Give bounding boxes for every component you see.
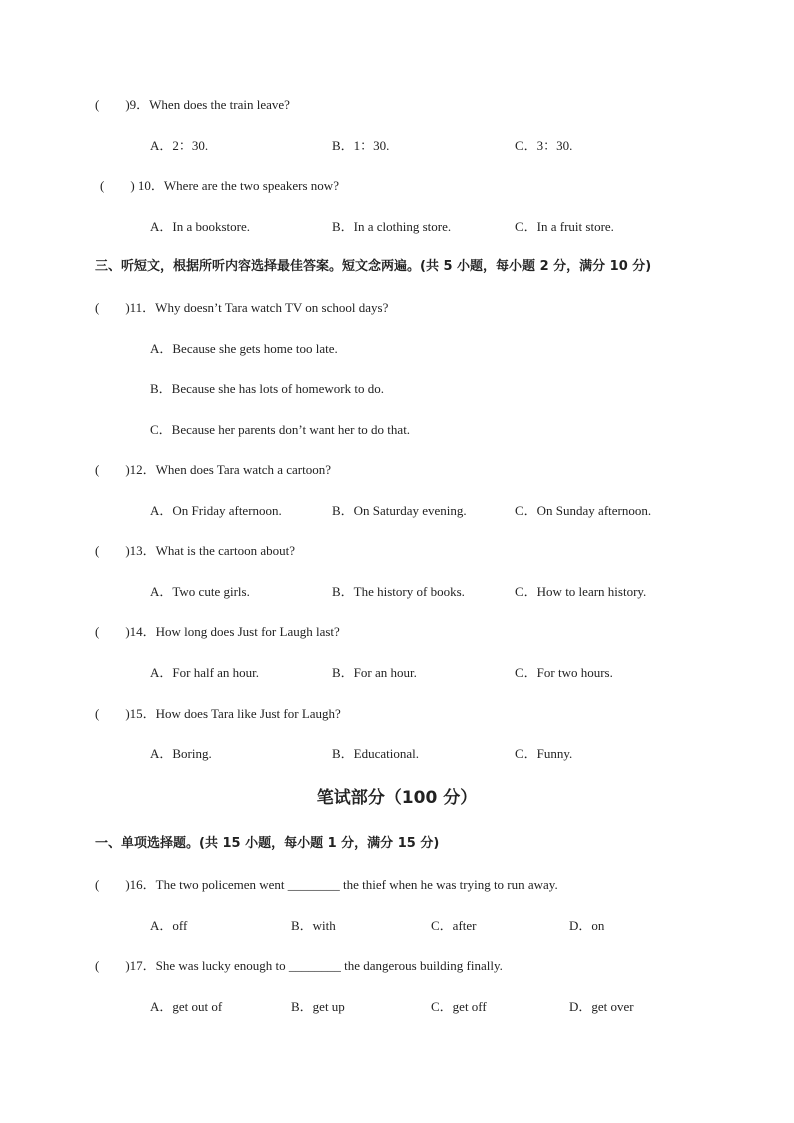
q10-option-c: C．In a fruit store.	[515, 219, 614, 234]
q12-option-c: C．On Sunday afternoon.	[515, 503, 652, 518]
section-3-heading: 三、听短文，根据所听内容选择最佳答案。短文念两遍。(共 5 小题，每小题 2 分，满分 10 分)	[95, 259, 652, 274]
q12-option-b: B．On Saturday evening.	[332, 503, 467, 518]
q13-option-b: B．The history of books.	[332, 584, 465, 599]
question-16: ( )16．The two policemen went ________ the thief when he was trying to run away.	[95, 877, 558, 892]
section-1-heading: 一、单项选择题。(共 15 小题，每小题 1 分，满分 15 分)	[95, 836, 440, 851]
q17-option-a: A．get out of	[150, 999, 223, 1014]
q9-option-b: B．1：30.	[332, 138, 390, 153]
q16-option-a: A．off	[150, 918, 188, 933]
q17-option-c: C．get off	[431, 999, 487, 1014]
q14-option-a: A．For half an hour.	[150, 665, 260, 680]
q13-option-c: C．How to learn history.	[515, 584, 647, 599]
q12-option-a: A．On Friday afternoon.	[150, 503, 282, 518]
written-part-title: 笔试部分（100 分）	[316, 788, 478, 808]
q11-option-a: A．Because she gets home too late.	[150, 341, 338, 356]
question-17: ( )17．She was lucky enough to ________ the dangerous building finally.	[95, 958, 503, 973]
question-14: ( )14．How long does Just for Laugh last?	[95, 624, 340, 639]
question-13: ( )13．What is the cartoon about?	[95, 543, 295, 558]
q15-option-b: B．Educational.	[332, 746, 420, 761]
q14-option-c: C．For two hours.	[515, 665, 613, 680]
q16-option-d: D．on	[569, 918, 605, 933]
q16-option-c: C．after	[431, 918, 477, 933]
q13-option-a: A．Two cute girls.	[150, 584, 250, 599]
q9-option-a: A．2：30.	[150, 138, 209, 153]
q10-option-b: B．In a clothing store.	[332, 219, 452, 234]
q17-option-d: D．get over	[569, 999, 634, 1014]
q16-option-b: B．with	[291, 918, 336, 933]
q11-option-b: B．Because she has lots of homework to do.	[150, 381, 384, 396]
q14-option-b: B．For an hour.	[332, 665, 417, 680]
q11-option-c: C．Because her parents don’t want her to do that.	[150, 422, 411, 437]
q10-option-a: A．In a bookstore.	[150, 219, 251, 234]
question-15: ( )15．How does Tara like Just for Laugh?	[95, 706, 341, 721]
q17-option-b: B．get up	[291, 999, 345, 1014]
q15-option-a: A．Boring.	[150, 746, 212, 761]
question-11: ( )11．Why doesn’t Tara watch TV on school days?	[95, 300, 389, 315]
question-9: ( )9．When does the train leave?	[95, 97, 290, 112]
q15-option-c: C．Funny.	[515, 746, 573, 761]
q9-option-c: C．3：30.	[515, 138, 573, 153]
question-12: ( )12．When does Tara watch a cartoon?	[95, 462, 332, 477]
question-10: ( ) 10．Where are the two speakers now?	[100, 178, 339, 193]
